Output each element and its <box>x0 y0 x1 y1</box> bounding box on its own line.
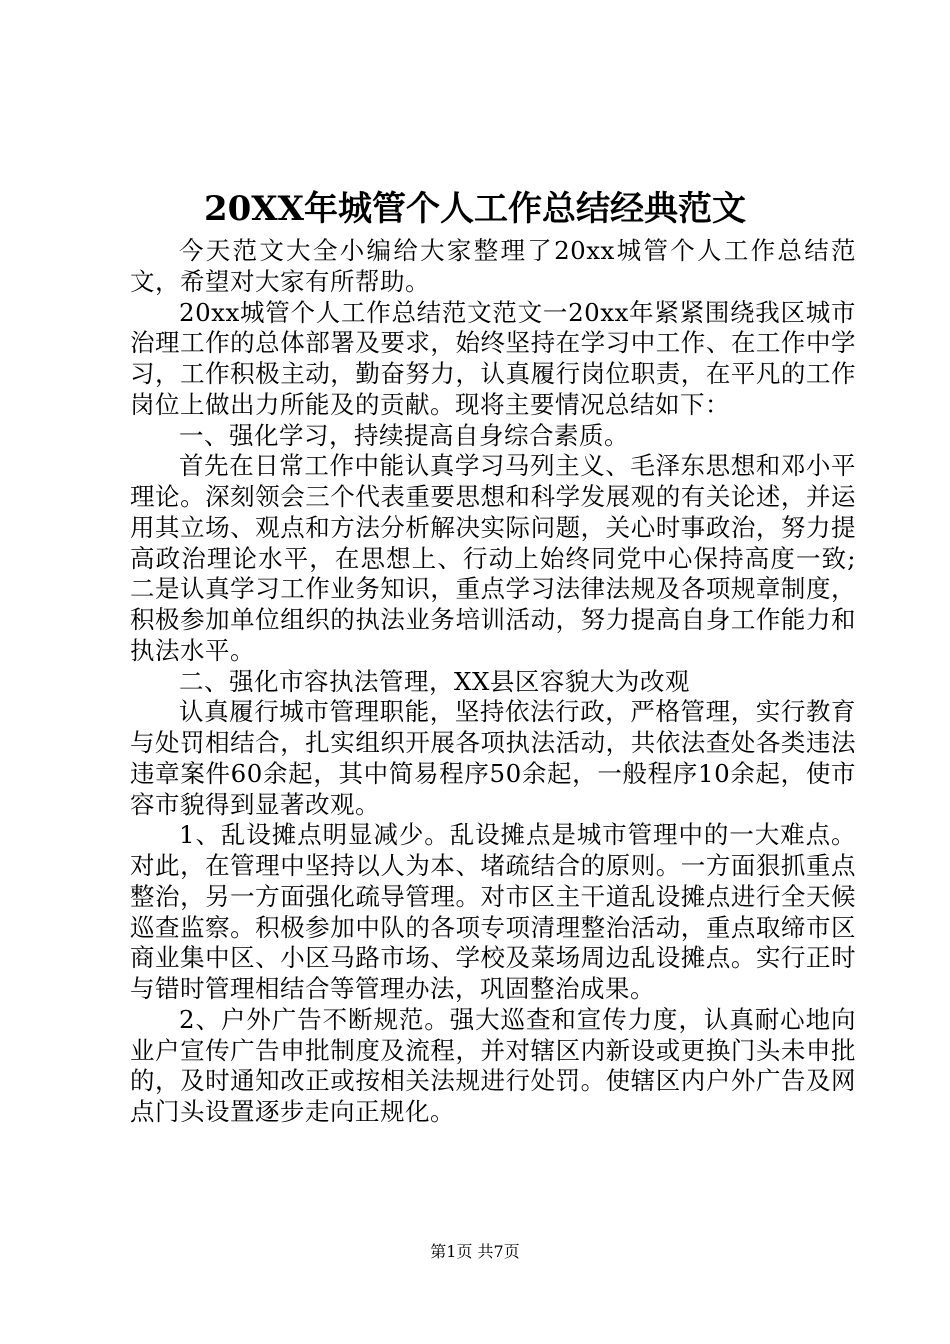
page-footer: 第1页 共7页 <box>430 1242 520 1261</box>
document-body <box>130 236 856 1128</box>
section-heading-2: 二、强化市容执法管理，XX县区容貌大为改观 <box>179 666 690 696</box>
document-title: 20XX年城管个人工作总结经典范文 <box>203 189 747 229</box>
paragraph-advertising: 2、户外广告不断规范。强大巡查和宣传力度，认真耐心地向业户宣传广告申批制度及流程，并对辖区内新设或更换门头未申批的，及时通知改正或按相关法规进行处罚。使辖区内户外广告及网点门头设置逐步走向正规化。 <box>130 1004 856 1126</box>
paragraph-overview: 20xx城管个人工作总结范文范文一20xx年紧紧围绕我区城市治理工作的总体部署及要求，始终坚持在学习中工作、在工作中学习，工作积极主动，勤奋努力，认真履行岗位职责，在平凡的工作岗位上做出力所能及的贡献。现将主要情况总结如下： <box>130 297 856 419</box>
paragraph-stalls: 1、乱设摊点明显减少。乱设摊点是城市管理中的一大难点。对此，在管理中坚持以人为本、堵疏结合的原则。一方面狠抓重点整治，另一方面强化疏导管理。对市区主干道乱设摊点进行全天候巡查监察。积极参加中队的各项专项清理整治活动，重点取缔市区商业集中区、小区马路市场、学校及菜场周边乱设摊点。实行正时与错时管理相结合等管理办法，巩固整治成果。 <box>130 820 856 1003</box>
section-heading-1: 一、强化学习，持续提高自身综合素质。 <box>179 420 629 450</box>
paragraph-study: 首先在日常工作中能认真学习马列主义、毛泽东思想和邓小平理论。深刻领会三个代表重要思想和科学发展观的有关论述，并运用其立场、观点和方法分析解决实际问题，关心时事政治，努力提高政治理论水平，在思想上、行动上始终同党中心保持高度一致;二是认真学习工作业务知识，重点学习法律法规及各项规章制度，积极参加单位组织的执法业务培训活动，努力提高自身工作能力和执法水平。 <box>130 451 856 665</box>
paragraph-intro: 今天范文大全小编给大家整理了20xx城管个人工作总结范文，希望对大家有所帮助。 <box>130 236 856 296</box>
paragraph-enforcement: 认真履行城市管理职能，坚持依法行政，严格管理，实行教育与处罚相结合，扎实组织开展各项执法活动，共依法查处各类违法违章案件60余起，其中简易程序50余起，一般程序10余起，使市容市貌得到显著改观。 <box>130 697 856 819</box>
